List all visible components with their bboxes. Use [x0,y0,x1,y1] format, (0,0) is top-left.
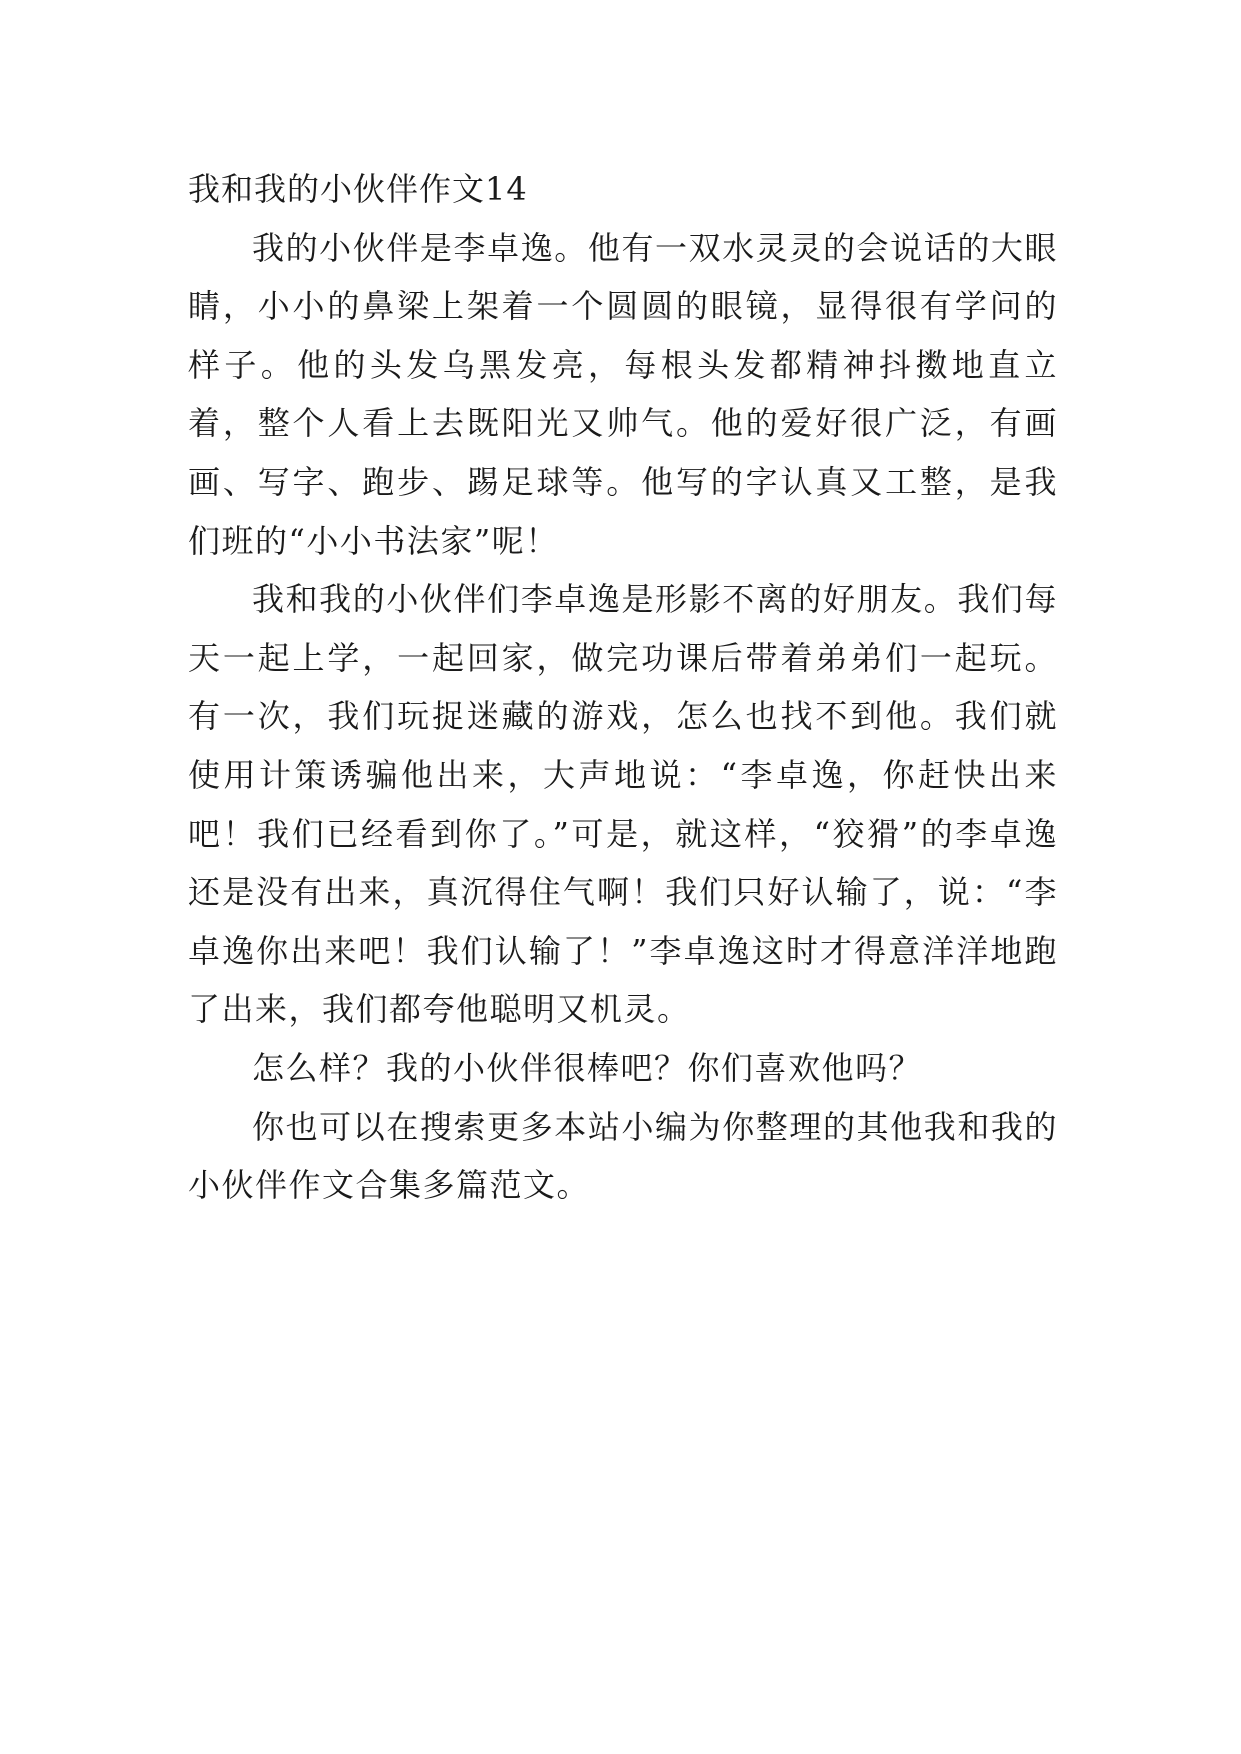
paragraph-question: 怎么样？我的小伙伴很棒吧？你们喜欢他吗？ [252,1048,923,1087]
paragraph-story: 我和我的小伙伴们李卓逸是形影不离的好朋友。我们每天一起上学，一起回家，做完功课后带着弟弟们一起玩。有一次，我们玩捉迷藏的游戏，怎么也找不到他。我们就使用计策诱骗他出来，大声地说：“李卓逸，你赶快出来吧！我们已经看到你了。”可是，就这样，“狡猾”的李卓逸还是没有出来，真沉得住气啊！我们只好认输了，说：“李卓逸你出来吧！我们认输了！”李卓逸这时才得意洋洋地跑了出来，我们都夸他聪明又机灵。 [188,580,1058,1029]
paragraph-description: 我的小伙伴是李卓逸。他有一双水灵灵的会说话的大眼睛，小小的鼻梁上架着一个圆圆的眼镜，显得很有学问的样子。他的头发乌黑发亮，每根头发都精神抖擞地直立着，整个人看上去既阳光又帅气。他的爱好很广泛，有画画、写字、跑步、踢足球等。他写的字认真又工整，是我们班的“小小书法家”呢！ [188,228,1058,560]
paragraph-closing: 你也可以在搜索更多本站小编为你整理的其他我和我的小伙伴作文合集多篇范文。 [188,1107,1058,1205]
document-title: 我和我的小伙伴作文14 [188,170,528,208]
document-body [188,160,1058,1215]
